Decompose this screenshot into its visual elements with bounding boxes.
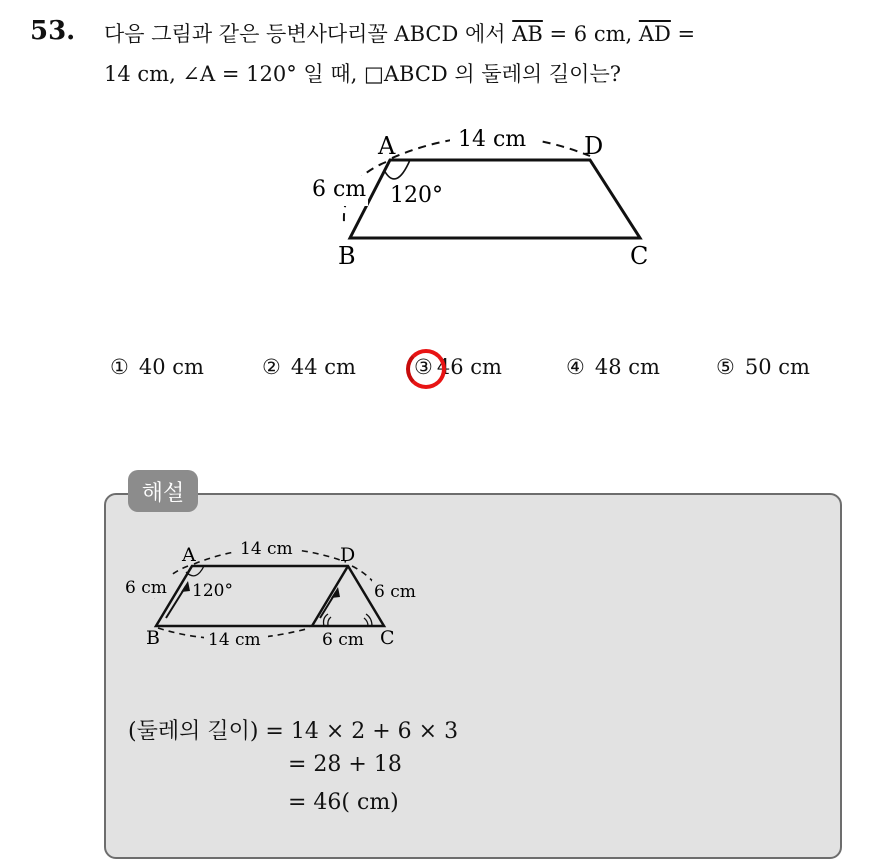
choice-number: ② — [262, 355, 281, 379]
label-angle-120: 120° — [390, 183, 443, 208]
answer-choices — [0, 355, 884, 395]
label-14cm: 14 cm — [458, 127, 527, 152]
segment-ad: $\overline{AD}$ — [638, 22, 671, 46]
label-top-14cm: 14 cm — [240, 539, 293, 559]
vertex-b: B — [338, 242, 356, 270]
vertex-b: B — [146, 627, 160, 649]
label-bottom-6cm: 6 cm — [322, 630, 364, 650]
solution-equation-line-2: = 28 + 18 — [288, 752, 402, 777]
choice-text: 48 cm — [594, 355, 660, 379]
choice-text: 50 cm — [744, 355, 810, 379]
vertex-c: C — [630, 242, 649, 270]
label-left-6cm: 6 cm — [125, 578, 167, 598]
question-line-1 — [104, 18, 695, 48]
choice-text: 40 cm — [138, 355, 204, 379]
vertex-c: C — [380, 627, 395, 649]
choice-number: ③ — [414, 355, 433, 379]
choice-1[interactable] — [110, 355, 204, 379]
segment-ab: $\overline{AB}$ — [512, 22, 543, 46]
solution-tab: 해설 — [128, 470, 198, 512]
question-number: 53. — [30, 16, 76, 46]
question-line-2: 14 cm, ∠A = 120° 일 때, □ABCD 의 둘레의 길이는? — [104, 62, 622, 86]
angle-mark-2 — [328, 617, 331, 626]
choice-3[interactable] — [414, 355, 502, 379]
label-6cm: 6 cm — [312, 177, 367, 202]
ab-equation: = 6 cm, — [542, 22, 639, 46]
question-text-prefix: 다음 그림과 같은 등변사다리꼴 ABCD 에서 — [104, 22, 513, 46]
vertex-d: D — [584, 132, 604, 160]
label-right-6cm: 6 cm — [374, 582, 416, 602]
label-bottom-14cm: 14 cm — [208, 630, 261, 650]
vertex-d: D — [340, 544, 356, 566]
choice-text: 46 cm — [436, 355, 502, 379]
vertex-a: A — [182, 544, 196, 566]
ad-equation: = — [670, 22, 696, 46]
angle-mark-3 — [366, 614, 372, 626]
label-angle-120: 120° — [192, 581, 233, 601]
choice-text: 44 cm — [290, 355, 356, 379]
trapezoid-figure — [300, 118, 680, 273]
solution-equation-line-1: (둘레의 길이) = 14 × 2 + 6 × 3 — [128, 719, 459, 744]
vertex-a: A — [378, 132, 396, 160]
selected-answer-circle — [406, 349, 446, 389]
choice-2[interactable] — [262, 355, 356, 379]
choice-number: ⑤ — [716, 355, 735, 379]
choice-number: ① — [110, 355, 129, 379]
solution-equation-line-3: = 46( cm) — [288, 790, 399, 815]
choice-number: ④ — [566, 355, 585, 379]
choice-4[interactable] — [566, 355, 660, 379]
choice-5[interactable] — [716, 355, 810, 379]
solution-figure — [118, 536, 428, 656]
